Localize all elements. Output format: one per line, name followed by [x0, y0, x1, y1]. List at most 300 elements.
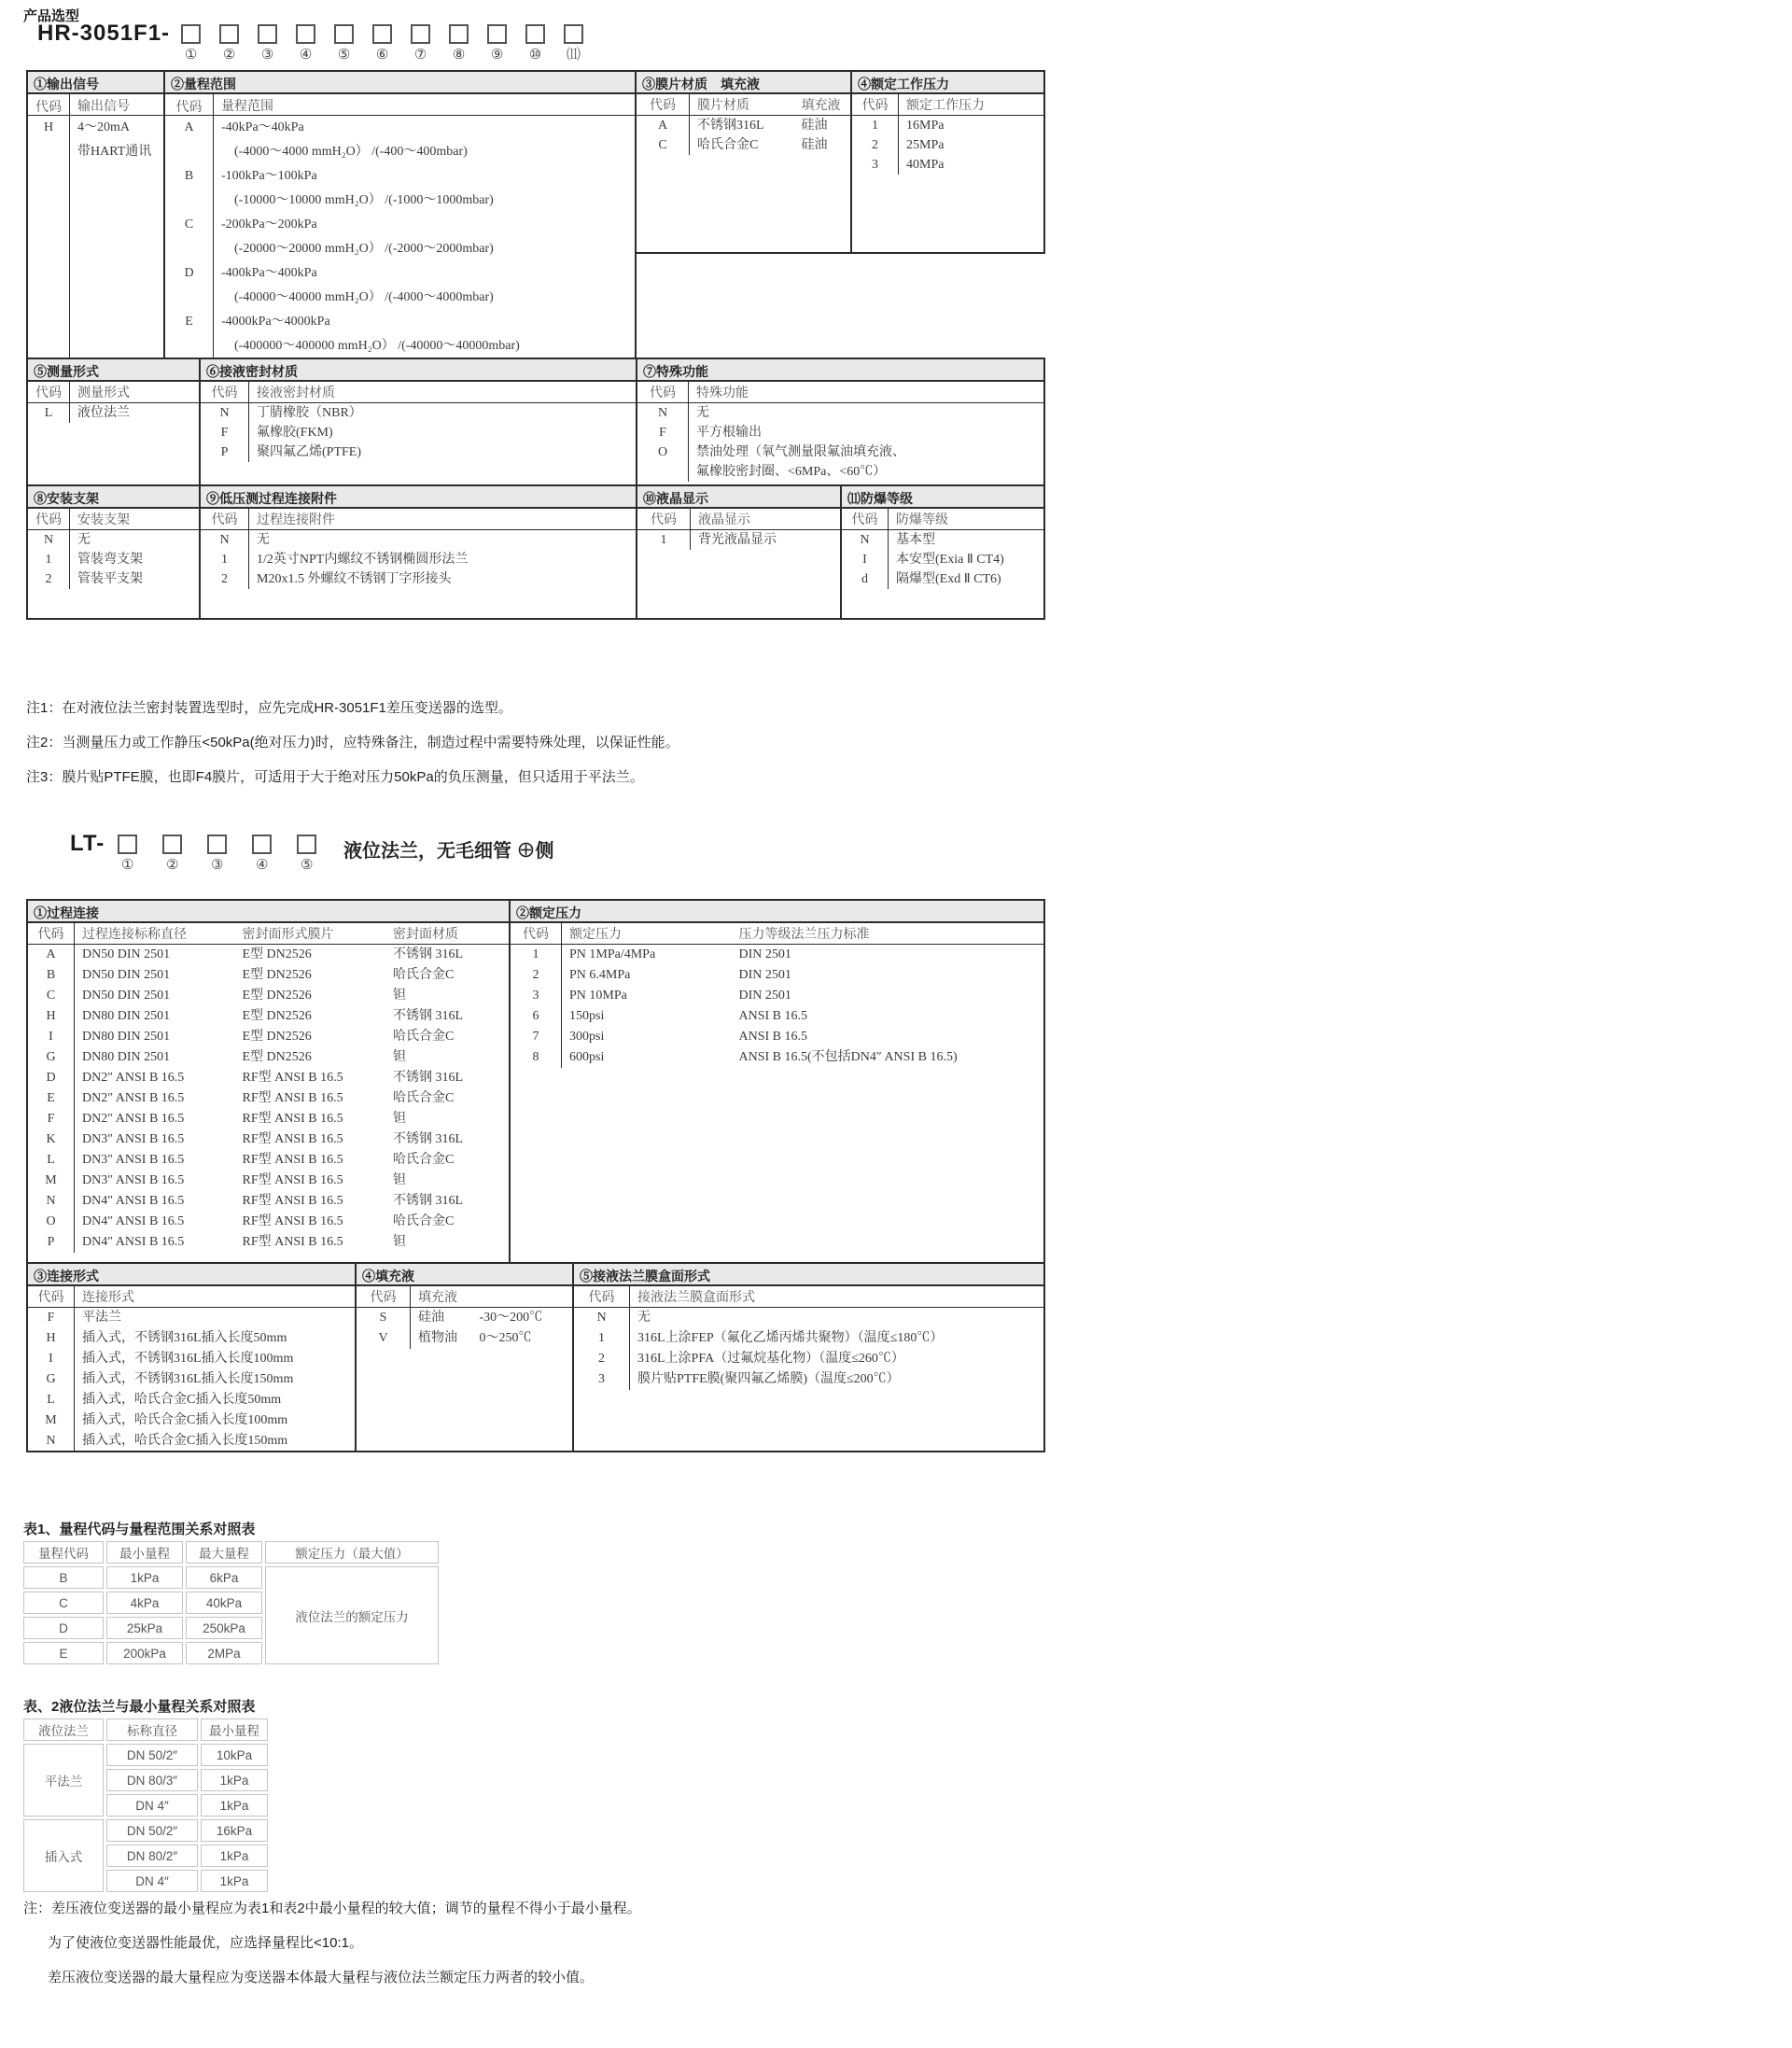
label-cell: 氟橡胶(FKM): [257, 426, 333, 440]
code-cell: F: [201, 423, 249, 442]
min-range-cell: 1kPa: [201, 1769, 268, 1791]
diameter-cell: DN 4″: [106, 1870, 198, 1892]
label-cell: 16MPa: [906, 119, 945, 133]
code-cell: 6: [511, 1006, 562, 1027]
diameter-cell: DN80 DIN 2501: [82, 1009, 171, 1023]
selection-box: [449, 24, 469, 44]
col-label: 安装支架: [77, 513, 130, 527]
label-line2: 氟橡胶密封圈、<6MPa、<60℃）: [696, 465, 887, 479]
section-header: ⑾防爆等级: [842, 486, 1043, 509]
table-row: [23, 1566, 439, 1589]
table-row: [842, 530, 1043, 550]
table-row: [28, 1232, 509, 1253]
face-cell: RF型 ANSI B 16.5: [242, 1091, 343, 1105]
code-cell: D: [165, 261, 214, 310]
material-cell: 不锈钢 316L: [393, 1132, 464, 1146]
position-number: ⑥: [375, 48, 389, 63]
table-row: [28, 403, 199, 423]
diameter-cell: DN3″ ANSI B 16.5: [82, 1173, 185, 1187]
max-range-cell: 2MPa: [186, 1642, 262, 1664]
standard-cell: DIN 2501: [738, 989, 791, 1003]
table-row: [357, 1328, 572, 1349]
code-cell: 1: [28, 550, 70, 569]
position-number: ③: [260, 48, 274, 63]
label-cell: 液位法兰: [77, 406, 130, 420]
code-cell: A: [28, 945, 75, 965]
table-row: [28, 1047, 509, 1068]
section-header: ⑦特殊功能: [637, 359, 1043, 382]
rows: [842, 530, 1043, 618]
code-cell: N: [201, 403, 249, 423]
diameter-cell: DN 50/2″: [106, 1744, 198, 1766]
code-cell: 2: [852, 135, 899, 155]
selection-box: [372, 24, 392, 44]
diameter-cell: DN50 DIN 2501: [82, 989, 171, 1003]
label-cell: 316L上涂FEP（氟化乙烯丙烯共聚物）（温度≤180℃）: [637, 1331, 944, 1345]
table-row: [165, 310, 635, 358]
table-row: [28, 965, 509, 986]
section-header: ⑤测量形式: [28, 359, 199, 382]
diameter-cell: DN2″ ANSI B 16.5: [82, 1071, 185, 1085]
position-number: ⑨: [490, 48, 504, 63]
code-cell: F: [28, 1109, 75, 1129]
section-process-connection-accessory: [199, 484, 637, 620]
position-number: ①: [120, 858, 134, 873]
selection-box: [411, 24, 430, 44]
range-kpa: -200kPa～200kPa: [221, 217, 317, 231]
label-cell: [75, 1109, 509, 1129]
label-cell: 插入式，不锈钢316L插入长度100mm: [82, 1352, 294, 1366]
min-range-cell: 25kPa: [106, 1617, 183, 1639]
diameter-cell: DN 4″: [106, 1794, 198, 1817]
section-explosion-proof-rating: [840, 484, 1045, 620]
face-cell: RF型 ANSI B 16.5: [242, 1214, 343, 1228]
position-number: ②: [222, 48, 236, 63]
col-flange-standard: 压力等级法兰压力标准: [738, 928, 870, 942]
selection-box: [252, 835, 272, 854]
range-kpa: -4000kPa～4000kPa: [221, 315, 330, 329]
section-rated-pressure: [509, 899, 1045, 1264]
column-headers: [28, 509, 199, 530]
code-cell: 1: [511, 945, 562, 965]
face-cell: E型 DN2526: [242, 1009, 312, 1023]
table-row: [23, 1718, 268, 1741]
code-cell: L: [28, 1390, 75, 1410]
code-cell: N: [28, 1431, 75, 1451]
code-cell: D: [28, 1068, 75, 1088]
table-row: [28, 530, 199, 550]
label-cell: 插入式，哈氏合金C插入长度100mm: [82, 1413, 288, 1427]
code-cell: C: [637, 135, 690, 155]
code-cell: P: [28, 1232, 75, 1253]
table-row: [23, 1541, 439, 1564]
table-row: [28, 1006, 509, 1027]
table-row: [28, 1431, 355, 1451]
section-special-functions: [636, 358, 1045, 486]
label-cell: [689, 423, 1043, 442]
table-row: [637, 442, 1043, 482]
column-headers: [852, 94, 1043, 116]
table-row: [28, 1390, 355, 1410]
table-row: [28, 1349, 355, 1369]
table-row: [28, 1088, 509, 1109]
pressure-cell: PN 1MPa/4MPa: [569, 947, 656, 961]
code-cell: H: [28, 1328, 75, 1349]
table-row: [28, 986, 509, 1006]
code-cell: E: [165, 310, 214, 358]
label-cell: 40MPa: [906, 158, 945, 172]
selection-box: [181, 24, 201, 44]
col-seal-face-form: 密封面形式膜片: [242, 928, 334, 942]
label-cell: 插入式，哈氏合金C插入长度50mm: [82, 1393, 282, 1407]
material-cell: 哈氏合金C: [393, 1030, 455, 1044]
table-row: [511, 1047, 1043, 1068]
selection-box: [118, 835, 137, 854]
code-cell: S: [357, 1308, 411, 1328]
code-position: [525, 24, 545, 63]
code-cell: H: [28, 116, 70, 358]
label-line1: 禁油处理（氧气测量限氟油填充液、: [696, 445, 905, 459]
selection-box: [219, 24, 239, 44]
rows: [357, 1308, 572, 1451]
selection-box: [525, 24, 545, 44]
code-cell: V: [357, 1328, 411, 1349]
label-cell: [690, 135, 850, 155]
table-row: [165, 261, 635, 310]
material-cell: 不锈钢316L: [697, 119, 764, 133]
column-headers: [637, 382, 1043, 403]
table-row: [842, 569, 1043, 589]
table-row: [28, 1171, 509, 1191]
label-cell: 平法兰: [82, 1311, 121, 1325]
range-alt-units: (-400000～400000 mmH₂O） /(-40000～40000mbar): [234, 339, 520, 353]
label-cell: 隔爆型(Exd Ⅱ CT6): [896, 572, 1001, 586]
face-cell: RF型 ANSI B 16.5: [242, 1132, 343, 1146]
material-cell: 钽: [393, 989, 406, 1003]
code-cell: 3: [574, 1369, 630, 1390]
code-position: [252, 835, 272, 873]
header-cell: 最大量程: [186, 1541, 262, 1564]
code-cell: H: [28, 1006, 75, 1027]
label-cell: 管装平支架: [77, 572, 143, 586]
label-cell: [689, 442, 1043, 482]
code-cell: B: [28, 965, 75, 986]
col-label: 防爆等级: [896, 513, 948, 527]
label-cell: [70, 116, 163, 358]
pressure-cell: 300psi: [569, 1030, 605, 1044]
code-position: [411, 24, 430, 63]
range-alt-units: (-10000～10000 mmH₂O） /(-1000～1000mbar): [234, 193, 494, 207]
face-cell: RF型 ANSI B 16.5: [242, 1235, 343, 1249]
max-range-cell: 6kPa: [186, 1566, 262, 1589]
code-cell: N: [574, 1308, 630, 1328]
col-label: 额定工作压力: [906, 99, 985, 113]
model1-code-line: [37, 21, 583, 63]
label-line1: 无: [696, 406, 709, 420]
label-cell: [75, 945, 509, 965]
rows: [574, 1308, 1043, 1451]
col-code: 代码: [28, 1286, 75, 1307]
table-row: [201, 423, 636, 442]
code-cell: K: [28, 1129, 75, 1150]
section-range: [163, 70, 637, 359]
col-label: 接液法兰膜盒面形式: [637, 1291, 755, 1305]
label-cell: [214, 213, 635, 261]
fluid-cell: 植物油: [418, 1331, 457, 1345]
col-label: 填充液: [418, 1291, 457, 1305]
section-header: ④填充液: [357, 1264, 572, 1286]
header-cell: 最小量程: [201, 1718, 268, 1741]
min-range-cell: 16kPa: [201, 1819, 268, 1842]
position-number: ⑩: [528, 48, 542, 63]
label-cell: [411, 1328, 572, 1349]
rows: [28, 403, 199, 484]
diameter-cell: DN50 DIN 2501: [82, 968, 171, 982]
table-row: [852, 135, 1043, 155]
col-fill: 填充液: [801, 99, 841, 113]
header-cell: 液位法兰: [23, 1718, 104, 1741]
code-cell: 3: [511, 986, 562, 1006]
model1-prefix: HR-3051F1-: [37, 21, 171, 46]
table-row: [201, 530, 636, 550]
label-cell: 本安型(Exia Ⅱ CT4): [896, 553, 1004, 567]
column-headers: [357, 1286, 572, 1308]
selection-box: [258, 24, 277, 44]
rows: [637, 116, 850, 252]
label-cell: [75, 1212, 509, 1232]
label-cell: [562, 1047, 1043, 1068]
code-cell: 2: [574, 1349, 630, 1369]
range-kpa: -40kPa～40kPa: [221, 120, 304, 134]
label-cell: [75, 1150, 509, 1171]
code-cell: L: [28, 1150, 75, 1171]
col-code: 代码: [28, 509, 70, 529]
section-header: ⑧安装支架: [28, 486, 199, 509]
pressure-cell: 600psi: [569, 1050, 605, 1064]
col-code: 代码: [842, 509, 889, 529]
material-cell: 哈氏合金C: [393, 968, 455, 982]
table-row: [28, 550, 199, 569]
standard-cell: ANSI B 16.5: [738, 1030, 808, 1044]
table-row: [574, 1308, 1043, 1328]
table-row: [28, 1150, 509, 1171]
label-cell: [75, 1068, 509, 1088]
section-output-signal: [26, 70, 165, 359]
section-header: ⑤接液法兰膜盒面形式: [574, 1264, 1043, 1286]
code-cell: 7: [511, 1027, 562, 1047]
code-cell: F: [28, 1308, 75, 1328]
column-headers: [842, 509, 1043, 530]
label-cell: [75, 1129, 509, 1150]
code-cell: C: [165, 213, 214, 261]
position-number: ①: [184, 48, 198, 63]
table-row: [201, 569, 636, 589]
section-header: ②额定压力: [511, 901, 1043, 923]
code-cell: C: [28, 986, 75, 1006]
table-row: [842, 550, 1043, 569]
face-cell: E型 DN2526: [242, 947, 312, 961]
merged-rated-pressure-cell: 液位法兰的额定压力: [265, 1566, 439, 1664]
material-cell: 哈氏合金C: [393, 1153, 455, 1167]
table-row: [28, 116, 163, 358]
min-range-cell: 1kPa: [106, 1566, 183, 1589]
table-row: [637, 403, 1043, 423]
material-cell: 钽: [393, 1235, 406, 1249]
pressure-cell: PN 6.4MPa: [569, 968, 631, 982]
position-number: ③: [210, 858, 224, 873]
header-cell: 最小量程: [106, 1541, 183, 1564]
label-cell: [75, 1047, 509, 1068]
table-row: [28, 569, 199, 589]
label-cell: 聚四氟乙烯(PTFE): [257, 445, 361, 459]
face-cell: RF型 ANSI B 16.5: [242, 1173, 343, 1187]
header-cell: 标称直径: [106, 1718, 198, 1741]
max-range-cell: 250kPa: [186, 1617, 262, 1639]
diameter-cell: DN3″ ANSI B 16.5: [82, 1153, 185, 1167]
table-row: [23, 1819, 268, 1842]
ref-table2-title: 表、2液位法兰与最小量程关系对照表: [23, 1699, 256, 1715]
position-number: ④: [299, 48, 313, 63]
col-label: 液晶显示: [698, 513, 750, 527]
diameter-cell: DN80 DIN 2501: [82, 1050, 171, 1064]
label-cell: [562, 945, 1043, 965]
label-cell: [75, 1088, 509, 1109]
material-cell: 钽: [393, 1173, 406, 1187]
standard-cell: DIN 2501: [738, 947, 791, 961]
range-code-cell: E: [23, 1642, 104, 1664]
code-position: [297, 835, 316, 873]
fill-cell: 硅油: [801, 138, 828, 152]
rows: [511, 945, 1043, 1262]
label-cell: [75, 1027, 509, 1047]
table-row: [852, 116, 1043, 135]
col-code: 代码: [357, 1286, 411, 1307]
col-label: [690, 94, 850, 115]
label-cell: [411, 1308, 572, 1328]
table-row: [28, 1109, 509, 1129]
selection-box: [564, 24, 583, 44]
temp-range-cell: -30～200℃: [479, 1311, 543, 1325]
code-cell: L: [28, 403, 70, 423]
model2-description: 液位法兰，无毛细管 ⊕侧: [343, 841, 554, 862]
col-seal-face-material: 密封面材质: [393, 928, 458, 942]
column-headers: [574, 1286, 1043, 1308]
table-row: [511, 1006, 1043, 1027]
label-cell: 插入式，哈氏合金C插入长度150mm: [82, 1434, 288, 1448]
code-cell: P: [201, 442, 249, 462]
col-code: 代码: [852, 94, 899, 115]
notes-block-1: [26, 691, 679, 794]
col-label: 连接形式: [82, 1291, 134, 1305]
code-cell: 3: [852, 155, 899, 175]
col-code: 代码: [165, 94, 214, 115]
position-number: ⑤: [337, 48, 351, 63]
label-cell: 无: [257, 533, 270, 547]
pressure-cell: 150psi: [569, 1009, 605, 1023]
pressure-cell: PN 10MPa: [569, 989, 627, 1003]
note-1: 注1：在对液位法兰密封装置选型时，应先完成HR-3051F1差压变送器的选型。: [26, 700, 512, 716]
code-cell: O: [28, 1212, 75, 1232]
table-row: [511, 945, 1043, 965]
min-range-cell: 4kPa: [106, 1592, 183, 1614]
column-headers: [637, 509, 840, 530]
section-measurement-form: [26, 358, 201, 486]
header-cell: 额定压力（最大值）: [265, 1541, 439, 1564]
min-range-cell: 1kPa: [201, 1870, 268, 1892]
ref-table1: [21, 1538, 441, 1667]
section-header: ⑨低压测过程连接附件: [201, 486, 636, 509]
final-note-2: 为了使液位变送器性能最优，应选择量程比<10:1。: [48, 1935, 363, 1951]
code-cell: I: [28, 1027, 75, 1047]
selection-box: [487, 24, 507, 44]
selection-box: [334, 24, 354, 44]
material-cell: 不锈钢 316L: [393, 1009, 464, 1023]
column-headers: [165, 94, 635, 116]
rows: [28, 1308, 355, 1451]
header-cell: 量程代码: [23, 1541, 104, 1564]
flange-type-cell: 插入式: [23, 1819, 104, 1892]
section-header: ③膜片材质 填充液: [637, 72, 850, 94]
selection-box: [296, 24, 315, 44]
section-connection-form: [26, 1262, 357, 1452]
label-line1: 4～20mA: [77, 120, 130, 134]
material-cell: 哈氏合金C: [393, 1214, 455, 1228]
code-cell: 2: [511, 965, 562, 986]
label-cell: [214, 261, 635, 310]
flange-type-cell: 平法兰: [23, 1744, 104, 1817]
range-alt-units: (-40000～40000 mmH₂O） /(-4000～4000mbar): [234, 290, 494, 304]
code-cell: 2: [201, 569, 249, 589]
table-row: [637, 116, 850, 135]
selection-box: [162, 835, 182, 854]
min-range-cell: 1kPa: [201, 1794, 268, 1817]
diameter-cell: DN 80/2″: [106, 1845, 198, 1867]
label-cell: 无: [637, 1311, 651, 1325]
table-row: [574, 1369, 1043, 1390]
section-header: ③连接形式: [28, 1264, 355, 1286]
label-cell: 插入式，不锈钢316L插入长度50mm: [82, 1331, 287, 1345]
code-position: [258, 24, 277, 63]
range-code-cell: D: [23, 1617, 104, 1639]
label-line2: 带HART通讯: [77, 145, 152, 159]
label-cell: [75, 1191, 509, 1212]
face-cell: E型 DN2526: [242, 1050, 312, 1064]
ref-table2: [21, 1716, 271, 1895]
max-range-cell: 40kPa: [186, 1592, 262, 1614]
table-row: [165, 213, 635, 261]
section-header: ⑥接液密封材质: [201, 359, 636, 382]
position-number: ⑦: [413, 48, 427, 63]
diameter-cell: DN3″ ANSI B 16.5: [82, 1132, 185, 1146]
section-wetted-seal-material: [199, 358, 637, 486]
label-cell: 1/2英寸NPT内螺纹不锈钢椭圆形法兰: [257, 553, 469, 567]
rows: [201, 530, 636, 618]
range-code-cell: C: [23, 1592, 104, 1614]
label-cell: 基本型: [896, 533, 935, 547]
table-row: [574, 1328, 1043, 1349]
table-row: [28, 1068, 509, 1088]
col-label: 量程范围: [221, 100, 273, 114]
material-cell: 不锈钢 316L: [393, 1071, 464, 1085]
column-headers: [28, 1286, 355, 1308]
diameter-cell: DN2″ ANSI B 16.5: [82, 1112, 185, 1126]
col-pressure: 额定压力: [569, 928, 622, 942]
face-cell: E型 DN2526: [242, 989, 312, 1003]
column-headers: [201, 382, 636, 403]
col-label: 接液密封材质: [257, 386, 335, 400]
code-cell: A: [165, 116, 214, 164]
code-cell: G: [28, 1047, 75, 1068]
